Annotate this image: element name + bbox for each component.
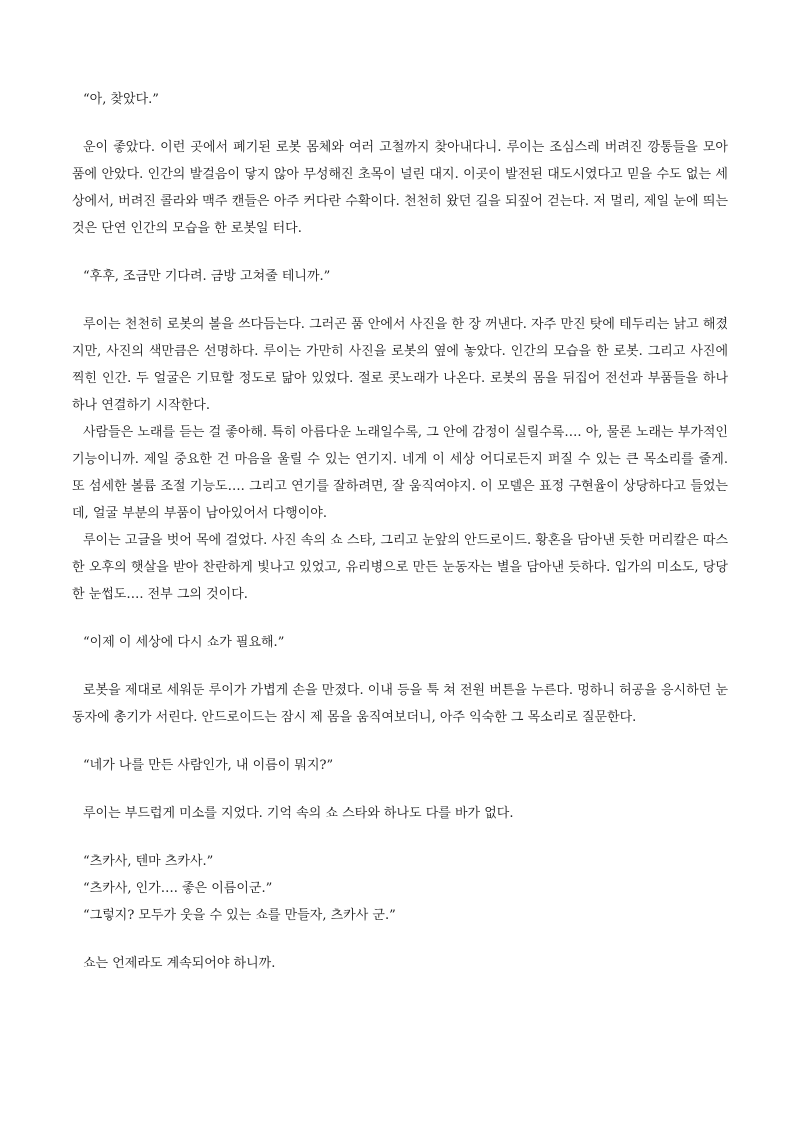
- dialogue-line: “츠카사, 인가…. 좋은 이름이군.”: [83, 881, 273, 896]
- narration-paragraph: 로봇을 제대로 세워둔 루이가 가볍게 손을 만졌다. 이내 등을 툭 쳐 전원 버튼을 누른다. 멍하니 허공을 응시하던 눈동자에 총기가 서린다. 안드로이드는 잠시 제 몸을 움직여보더니, 아주 익숙한 그 목소리로 질문한다.: [72, 683, 728, 725]
- dialogue-line: “아, 찾았다.”: [83, 92, 159, 107]
- dialogue-line: “네가 나를 만든 사람인가, 내 이름이 뭐지?”: [83, 758, 334, 773]
- story-text: [72, 86, 728, 977]
- dialogue-line: “이제 이 세상에 다시 쇼가 필요해.”: [83, 635, 285, 650]
- dialogue-line: “츠카사, 텐마 츠카사.”: [83, 854, 214, 869]
- dialogue-line: “그렇지? 모두가 웃을 수 있는 쇼를 만들자, 츠카사 군.”: [83, 908, 396, 923]
- narration-paragraph: 사람들은 노래를 듣는 걸 좋아해. 특히 아름다운 노래일수록, 그 안에 감정이 실릴수록…. 아, 물론 노래는 부가적인 기능이니까. 제일 중요한 건 마음을 울릴 수 있는 연기지. 네게 이 세상 어디로든지 퍼질 수 있는 큰 목소리를 줄게. 또 섬세한 볼륨 조절 기능도…. 그리고 연기를 잘하려면, 잘 움직여야지. 이 모델은 표정 구현율이 상당하다고 들었는데, 얼굴 부분의 부품이 남아있어서 다행이야.: [72, 425, 728, 521]
- narration-paragraph: 루이는 고글을 벗어 목에 걸었다. 사진 속의 쇼 스타, 그리고 눈앞의 안드로이드. 황혼을 담아낸 듯한 머리칼은 따스한 오후의 햇살을 받아 찬란하게 빛나고 있었고, 유리병으로 만든 눈동자는 별을 담아낸 듯하다. 입가의 미소도, 당당한 눈썹도…. 전부 그의 것이다.: [72, 533, 728, 602]
- narration-paragraph: 운이 좋았다. 이런 곳에서 폐기된 로봇 몸체와 여러 고철까지 찾아내다니. 루이는 조심스레 버려진 깡통들을 모아 품에 안았다. 인간의 발걸음이 닿지 않아 무성해진 초목이 널린 대지. 이곳이 발전된 대도시였다고 믿을 수도 없는 세상에서, 버려진 콜라와 맥주 캔들은 아주 커다란 수확이다. 천천히 왔던 길을 되짚어 걷는다. 저 멀리, 제일 눈에 띄는 것은 단연 인간의 모습을 한 로봇일 터다.: [72, 140, 728, 236]
- narration-paragraph: 쇼는 언제라도 계속되어야 하니까.: [83, 956, 276, 971]
- dialogue-line: “후후, 조금만 기다려. 금방 고쳐줄 테니까.”: [83, 269, 331, 284]
- narration-paragraph: 루이는 부드럽게 미소를 지었다. 기억 속의 쇼 스타와 하나도 다를 바가 없다.: [83, 806, 514, 821]
- narration-paragraph: 루이는 천천히 로봇의 볼을 쓰다듬는다. 그러곤 품 안에서 사진을 한 장 꺼낸다. 자주 만진 탓에 테두리는 낡고 해졌지만, 사진의 색만큼은 선명하다. 루이는 가만히 사진을 로봇의 옆에 놓았다. 인간의 모습을 한 로봇. 그리고 사진에 찍힌 인간. 두 얼굴은 기묘할 정도로 닮아 있었다. 절로 콧노래가 나온다. 로봇의 몸을 뒤집어 전선과 부품들을 하나하나 연결하기 시작한다.: [72, 317, 728, 413]
